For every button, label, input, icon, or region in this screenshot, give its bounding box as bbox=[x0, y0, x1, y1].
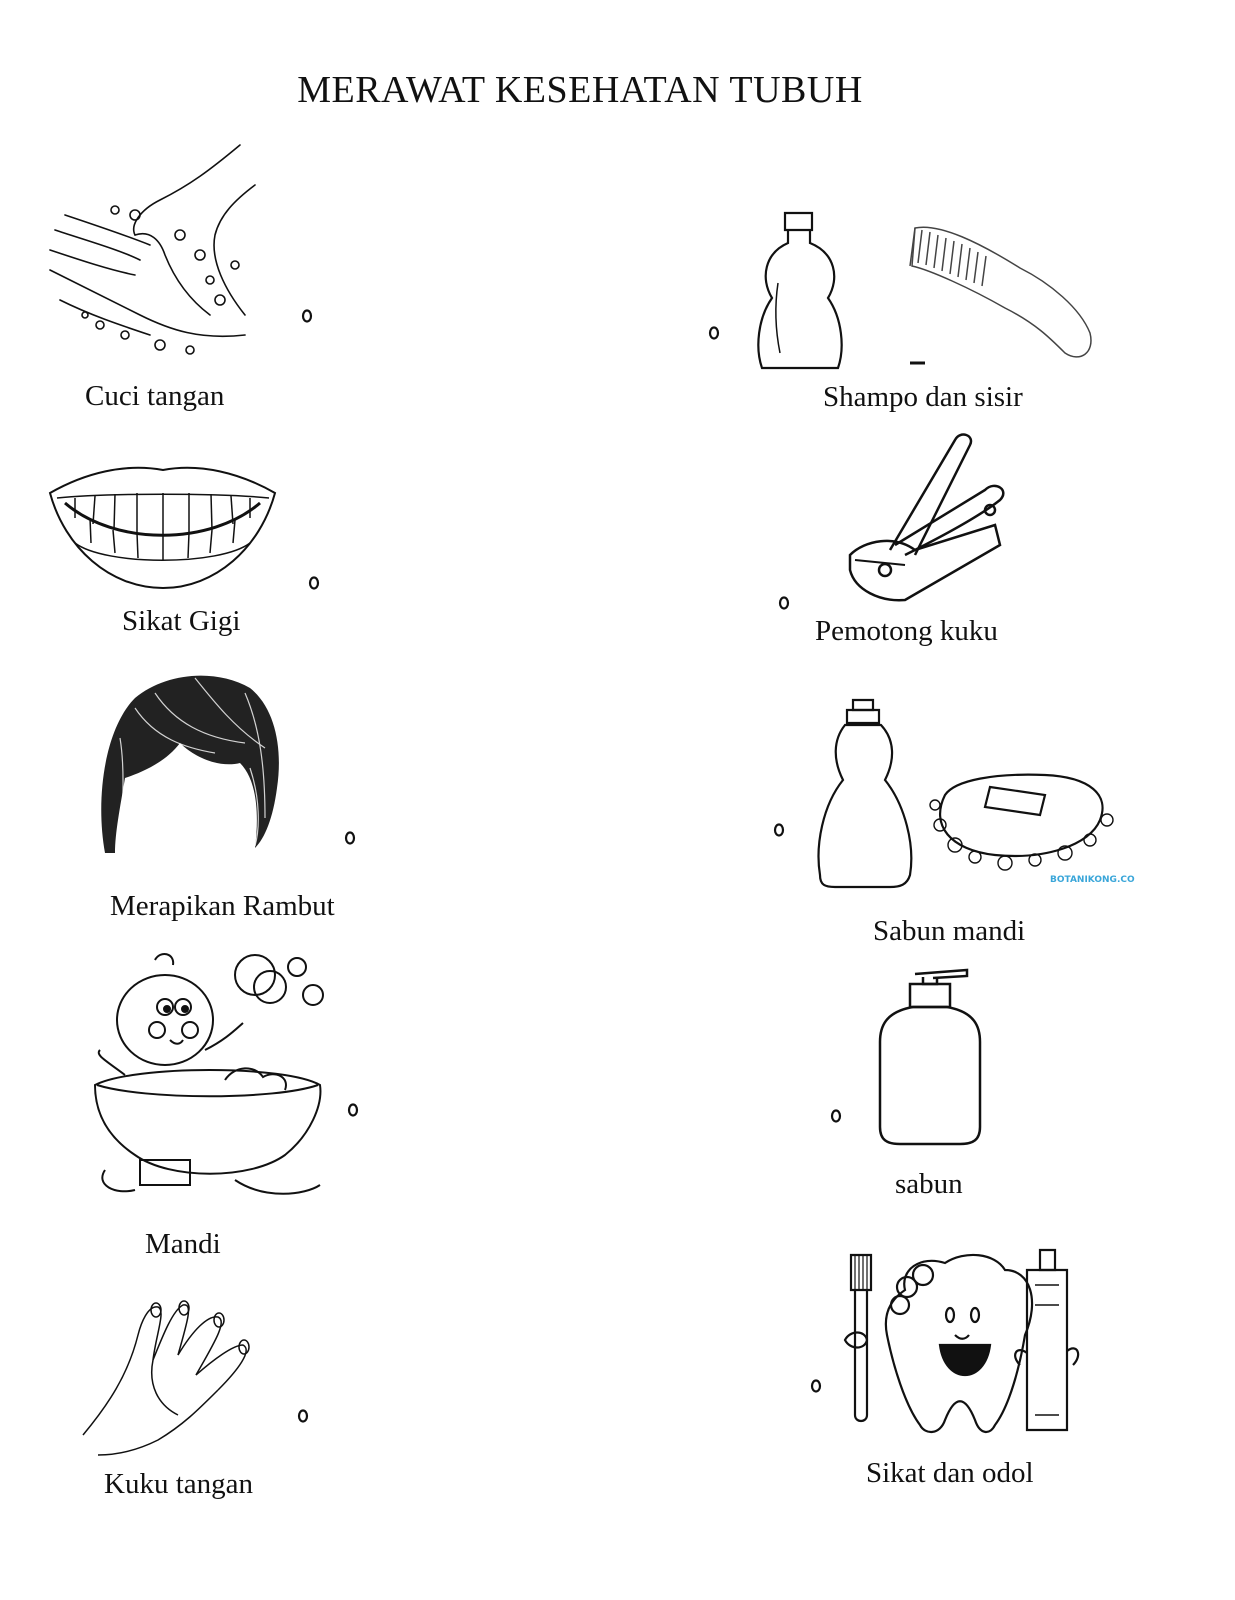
match-dot-left-2[interactable] bbox=[307, 575, 321, 591]
match-dot-right-2[interactable] bbox=[777, 595, 791, 611]
label-cuci-tangan: Cuci tangan bbox=[85, 380, 225, 412]
label-sikat-gigi: Sikat Gigi bbox=[122, 605, 241, 637]
baby-bath-icon bbox=[85, 945, 335, 1210]
match-dot-right-3[interactable] bbox=[772, 822, 786, 838]
watermark-text: BOTANIKONG.CO bbox=[1050, 875, 1135, 885]
teeth-icon bbox=[45, 458, 280, 598]
hair-icon bbox=[95, 668, 285, 858]
pump-soap-icon bbox=[875, 962, 990, 1147]
label-shampo-dan-sisir: Shampo dan sisir bbox=[823, 381, 1023, 413]
page-title: MERAWAT KESEHATAN TUBUH bbox=[297, 69, 863, 111]
match-dot-right-1[interactable] bbox=[707, 325, 721, 341]
label-kuku-tangan: Kuku tangan bbox=[104, 1468, 253, 1500]
match-dot-left-4[interactable] bbox=[346, 1102, 360, 1118]
hand-nails-icon bbox=[78, 1295, 258, 1460]
label-sabun: sabun bbox=[895, 1168, 963, 1200]
shampoo-comb-icon bbox=[750, 208, 1100, 373]
label-sabun-mandi: Sabun mandi bbox=[873, 915, 1026, 947]
nail-clipper-icon bbox=[845, 430, 1015, 605]
label-sikat-dan-odol: Sikat dan odol bbox=[866, 1457, 1034, 1489]
match-dot-left-1[interactable] bbox=[300, 308, 314, 324]
match-dot-left-3[interactable] bbox=[343, 830, 357, 846]
soap-bar-bottle-icon bbox=[815, 695, 1135, 895]
hand-washing-icon bbox=[40, 140, 260, 360]
match-dot-right-5[interactable] bbox=[809, 1378, 823, 1394]
label-mandi: Mandi bbox=[145, 1228, 221, 1260]
match-dot-left-5[interactable] bbox=[296, 1408, 310, 1424]
label-pemotong-kuku: Pemotong kuku bbox=[815, 615, 998, 647]
match-dot-right-4[interactable] bbox=[829, 1108, 843, 1124]
toothbrush-toothpaste-icon bbox=[845, 1245, 1085, 1440]
label-merapikan-rambut: Merapikan Rambut bbox=[110, 890, 335, 922]
